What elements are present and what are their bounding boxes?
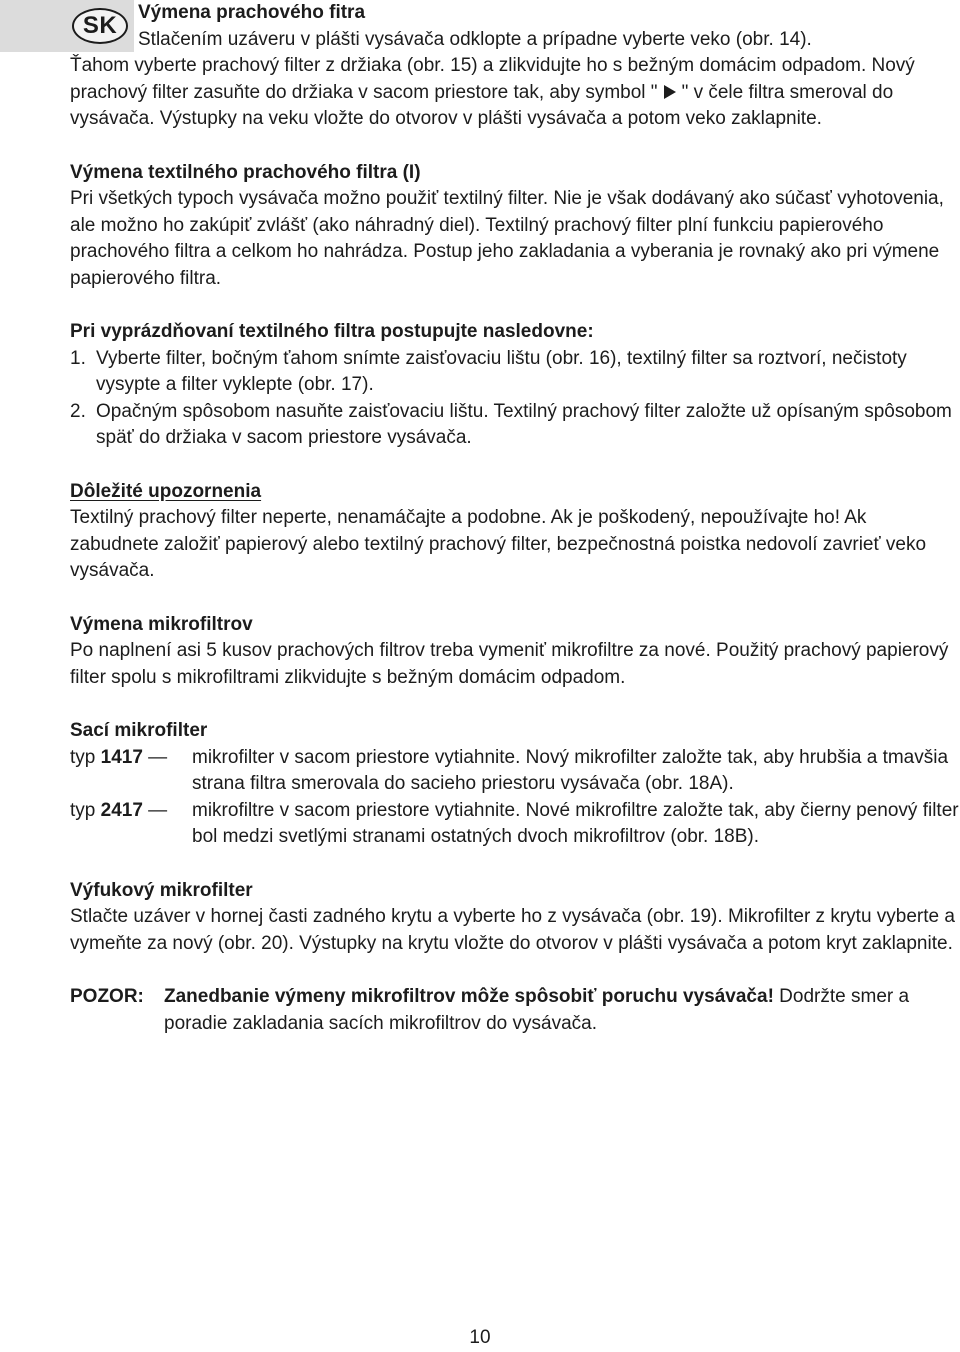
section-body: Po naplnení asi 5 kusov prachových filtrov treba vymeniť mikrofiltre za nové. Použitý prachový papierový filter spolu s mikrofiltrami zlikvidujte s bežným domácim odpadom. <box>70 640 949 688</box>
list-item-text: Opačným spôsobom nasuňte zaisťovaciu lištu. Textilný prachový filter založte už opísaným spôsobom späť do držiaka v sacom priestore vysávača. <box>96 400 952 448</box>
section-exhaust-microfilter <box>70 878 960 958</box>
model-dash: — <box>142 799 168 821</box>
list-item-text: Vyberte filter, bočným ťahom snímte zaisťovaciu lištu (obr. 16), textilný filter sa roztvorí, nečistoty vysypte a filter vyklepte (obr. 17). <box>96 347 907 395</box>
model-row <box>70 745 960 798</box>
section-intro-line: Stlačením uzáveru v plášti vysávača odklopte a prípadne vyberte veko (obr. 14). <box>138 28 812 50</box>
language-badge: SK <box>72 8 128 44</box>
section-title: Výmena prachového fitra <box>138 2 366 23</box>
section-body <box>70 53 960 133</box>
model-label <box>70 745 192 798</box>
section-title: Dôležité upozornenia <box>70 480 262 502</box>
section-body: Pri všetkých typoch vysávača možno použiť textilný filter. Nie je však dodávaný ako súčasť vyhotovenia, ale možno ho zakúpiť zvlášť (ako náhradný diel). Textilný prachový filter plní funkciu papierového prachového filtra a celkom ho nahrádza. Postup jeho zakladania a vyberania je rovnaký ako pri výmene papierového filtra. <box>70 188 944 289</box>
section-title: Výmena mikrofiltrov <box>70 613 253 635</box>
section-title: Pri vyprázdňovaní textilného filtra postupujte nasledovne: <box>70 321 594 342</box>
model-label <box>70 798 192 851</box>
list-item <box>70 399 960 452</box>
section-textile-filter <box>70 160 960 293</box>
section-title: Výmena textilného prachového filtra (I) <box>70 161 421 183</box>
model-text: mikrofilter v sacom priestore vytiahnite. Nový mikrofilter založte tak, aby hrubšia a tmavšia strana filtra smerovala do sacieho priestoru vysávača (obr. 18A). <box>192 746 949 794</box>
right-triangle-icon <box>664 85 676 99</box>
model-number: 2417 <box>100 799 143 821</box>
warning-bold-text: Zanedbanie výmeny mikrofiltrov môže spôsobiť poruchu vysávača! <box>164 986 774 1007</box>
model-prefix: typ <box>70 799 101 821</box>
warning-regular-text: Dodržte smer a poradie zakladania sacích mikrofiltrov do vysávača. <box>164 986 910 1034</box>
model-row <box>70 798 960 851</box>
warning-text <box>164 984 960 1037</box>
section-title: Výfukový mikrofilter <box>70 879 253 901</box>
warning-label: POZOR: <box>70 986 144 1007</box>
warning-note <box>70 984 960 1037</box>
section-suction-microfilter <box>70 718 960 851</box>
section-dust-filter <box>70 0 960 133</box>
page-number: 10 <box>469 1327 491 1348</box>
section-microfilter-replacement <box>70 612 960 692</box>
section-body: Textilný prachový filter neperte, nenamáčajte a podobne. Ak je poškodený, nepoužívajte ho! Ak zabudnete založiť papierový alebo textilný prachový filter, bezpečnostná poistka nedovolí zavrieť veko vysávača. <box>70 507 927 581</box>
list-item-number: 2. <box>70 400 86 422</box>
model-number: 1417 <box>100 746 143 768</box>
list-item-number: 1. <box>70 347 86 369</box>
model-dash: — <box>142 746 168 768</box>
body-part-a: Ťahom vyberte prachový filter z držiaka (obr. 15) a zlikvidujte ho s bežným domácim odpadom. Nový prachový filter zasuňte do držiaka v sacom priestore tak, aby symbol " <box>70 55 915 103</box>
model-text: mikrofiltre v sacom priestore vytiahnite. Nové mikrofiltre založte tak, aby čierny penový filter bol medzi svetlými stranami ostatných dvoch mikrofiltrov (obr. 18B). <box>192 799 959 847</box>
list-item <box>70 346 960 399</box>
page-content <box>70 0 960 1037</box>
section-important-notes <box>70 479 960 585</box>
section-body: Stlačte uzáver v hornej časti zadného krytu a vyberte ho z vysávača (obr. 19). Mikrofilter z krytu vyberte a vymeňte za nový (obr. 20). Výstupky na krytu vložte do otvorov v plášti vysávača a potom kryt zaklapnite. <box>70 906 955 954</box>
section-title: Sací mikrofilter <box>70 720 208 741</box>
model-prefix: typ <box>70 746 101 768</box>
body-part-b: " v čele filtra smeroval do vysávača. Výstupky na veku vložte do otvorov v plášti vysávača a potom veko zaklapnite. <box>70 81 894 129</box>
section-emptying-steps <box>70 319 960 452</box>
